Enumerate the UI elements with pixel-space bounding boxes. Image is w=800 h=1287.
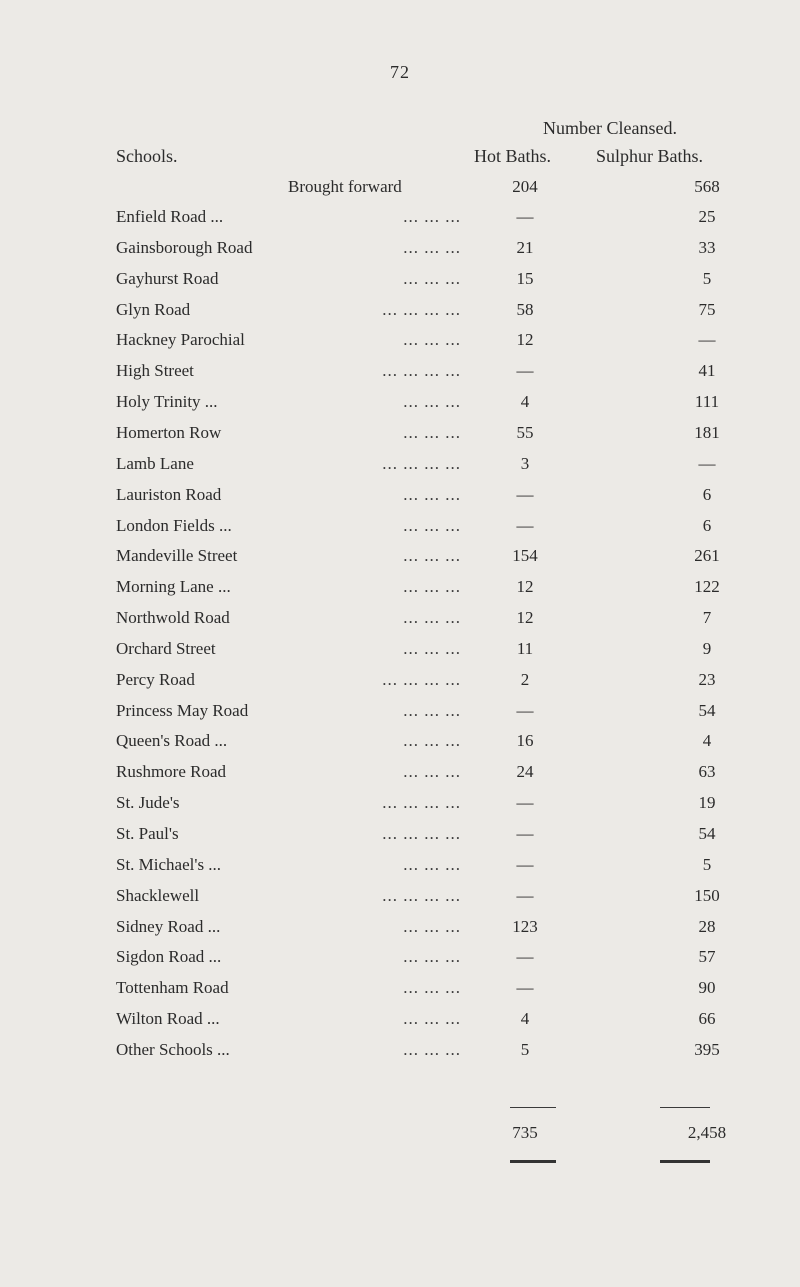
table-row (0, 449, 800, 479)
table-row (0, 387, 800, 417)
sulphur-baths-value: 122 (694, 577, 720, 597)
leader-dots: ... ... ... (403, 1039, 461, 1059)
column-header-hot-baths: Hot Baths. (474, 146, 552, 166)
table-row (0, 264, 800, 294)
leader-dots: ... ... ... (403, 515, 461, 535)
leader-dots: ... ... ... (403, 268, 461, 288)
hot-baths-value: 2 (520, 669, 530, 689)
table-row (0, 356, 800, 386)
table-row (0, 1004, 800, 1034)
school-name: High Street (116, 356, 198, 386)
hot-baths-value: — (516, 484, 534, 504)
brought-forward-row (0, 172, 800, 202)
school-name: Shacklewell (116, 881, 203, 911)
table-row (0, 1035, 800, 1065)
table-row (0, 881, 800, 911)
sulphur-baths-value: — (698, 453, 716, 473)
table-row (0, 511, 800, 541)
sulphur-baths-value: 4 (702, 731, 712, 751)
school-name: Queen's Road ... (116, 726, 231, 756)
school-name: Mandeville Street (116, 541, 241, 571)
sulphur-baths-value: 395 (694, 1039, 720, 1059)
leader-dots: ... ... ... (403, 546, 461, 566)
total-sulphur: 2,458 (687, 1123, 727, 1142)
hot-baths-value: 12 (516, 330, 534, 350)
hot-baths-value: 12 (516, 608, 534, 628)
table-row (0, 850, 800, 880)
hot-baths-value: — (516, 885, 534, 905)
school-name: Other Schools ... (116, 1035, 234, 1065)
hot-baths-value: — (516, 854, 534, 874)
sulphur-baths-value: 54 (698, 824, 716, 843)
table-row (0, 726, 800, 756)
total-rule-sulphur (660, 1107, 710, 1108)
school-name: Lamb Lane (116, 449, 198, 479)
hot-baths-value: — (516, 361, 534, 381)
sulphur-baths-value: 28 (698, 916, 716, 936)
total-rule-hot (510, 1107, 556, 1108)
table-row (0, 325, 800, 355)
school-name: Sigdon Road ... (116, 942, 225, 972)
sulphur-baths-value: 7 (702, 608, 712, 628)
table-row (0, 233, 800, 263)
hot-baths-value: — (516, 824, 534, 843)
hot-baths-value: 3 (520, 453, 530, 473)
leader-dots: ... ... ... (403, 392, 461, 412)
school-name: St. Jude's (116, 788, 184, 818)
table-row (0, 295, 800, 325)
hot-baths-value: 12 (516, 577, 534, 597)
leader-dots: ... ... ... (403, 947, 461, 967)
sulphur-baths-value: 5 (702, 268, 712, 288)
sulphur-baths-value: 66 (698, 1009, 716, 1029)
leader-dots: ... ... ... ... (382, 885, 461, 905)
hot-baths-value: 55 (516, 422, 534, 442)
table-row (0, 572, 800, 602)
hot-baths-value: — (516, 515, 534, 535)
school-name: Gayhurst Road (116, 264, 222, 294)
table-row (0, 912, 800, 942)
hot-baths-value: — (516, 207, 534, 226)
table-row (0, 480, 800, 510)
leader-dots: ... ... ... ... (382, 361, 461, 381)
school-name: Gainsborough Road (116, 233, 256, 263)
leader-dots: ... ... ... (403, 916, 461, 936)
sulphur-baths-value: — (698, 330, 716, 350)
sulphur-baths-value: 33 (698, 237, 716, 257)
double-rule-sulphur (660, 1160, 710, 1163)
column-header-schools: Schools. (116, 146, 178, 166)
leader-dots: ... ... ... (403, 237, 461, 257)
school-name: Tottenham Road (116, 973, 233, 1003)
hot-baths-value: 21 (516, 237, 534, 257)
hot-baths-value: — (516, 793, 534, 813)
hot-baths-value: 154 (512, 546, 538, 566)
school-name: Lauriston Road (116, 480, 225, 510)
sulphur-baths-value: 19 (698, 793, 716, 813)
hot-baths-value: — (516, 978, 534, 998)
sulphur-baths-value: 75 (698, 299, 716, 319)
school-name: Hackney Parochial (116, 325, 249, 355)
leader-dots: ... ... ... ... (382, 669, 461, 689)
school-name: Rushmore Road (116, 757, 230, 787)
sulphur-baths-value: 261 (694, 546, 720, 566)
school-name: Percy Road (116, 665, 199, 695)
brought-forward-label: Brought forward (288, 177, 402, 196)
hot-baths-value: — (516, 947, 534, 967)
school-name: Homerton Row (116, 418, 225, 448)
school-name: Glyn Road (116, 295, 194, 325)
leader-dots: ... ... ... (403, 978, 461, 998)
leader-dots: ... ... ... (403, 762, 461, 782)
school-name: Orchard Street (116, 634, 220, 664)
hot-baths-value: 58 (516, 299, 534, 319)
column-header-sulphur-baths: Sulphur Baths. (596, 146, 704, 166)
leader-dots: ... ... ... (403, 1009, 461, 1029)
sulphur-baths-value: 5 (702, 854, 712, 874)
school-name: London Fields ... (116, 511, 236, 541)
school-name: Enfield Road ... (116, 202, 227, 232)
table-row (0, 665, 800, 695)
totals-row (0, 1118, 800, 1148)
hot-baths-value: 123 (512, 916, 538, 936)
school-name: Sidney Road ... (116, 912, 224, 942)
table-row (0, 634, 800, 664)
sulphur-baths-value: 90 (698, 978, 716, 998)
hot-baths-value: 16 (516, 731, 534, 751)
sulphur-baths-value: 23 (698, 669, 716, 689)
hot-baths-value: 4 (520, 392, 530, 412)
total-hot: 735 (512, 1123, 538, 1142)
leader-dots: ... ... ... ... (382, 793, 461, 813)
table-row (0, 696, 800, 726)
sulphur-baths-value: 181 (694, 422, 720, 442)
hot-baths-value: 15 (516, 268, 534, 288)
leader-dots: ... ... ... (403, 330, 461, 350)
school-name: Holy Trinity ... (116, 387, 222, 417)
leader-dots: ... ... ... (403, 484, 461, 504)
table-row (0, 541, 800, 571)
leader-dots: ... ... ... (403, 731, 461, 751)
table-row (0, 603, 800, 633)
group-header: Number Cleansed. (543, 118, 677, 138)
sulphur-baths-value: 111 (694, 392, 720, 412)
sulphur-baths-value: 54 (698, 700, 716, 720)
table-row (0, 202, 800, 232)
table-row (0, 819, 800, 849)
brought-forward-hot: 204 (512, 177, 538, 196)
leader-dots: ... ... ... (403, 854, 461, 874)
school-name: Princess May Road (116, 696, 252, 726)
leader-dots: ... ... ... ... (382, 824, 461, 843)
sulphur-baths-value: 25 (698, 207, 716, 226)
hot-baths-value: 4 (520, 1009, 530, 1029)
leader-dots: ... ... ... (403, 638, 461, 658)
sulphur-baths-value: 6 (702, 484, 712, 504)
sulphur-baths-value: 57 (698, 947, 716, 967)
school-name: St. Michael's ... (116, 850, 225, 880)
table-row (0, 788, 800, 818)
leader-dots: ... ... ... (403, 700, 461, 720)
sulphur-baths-value: 6 (702, 515, 712, 535)
hot-baths-value: 5 (520, 1039, 530, 1059)
leader-dots: ... ... ... (403, 608, 461, 628)
school-name: Morning Lane ... (116, 572, 235, 602)
table-row (0, 973, 800, 1003)
school-name: Wilton Road ... (116, 1004, 224, 1034)
leader-dots: ... ... ... (403, 207, 461, 226)
hot-baths-value: — (516, 700, 534, 720)
hot-baths-value: 11 (516, 638, 534, 658)
sulphur-baths-value: 150 (694, 885, 720, 905)
leader-dots: ... ... ... ... (382, 299, 461, 319)
page-number: 72 (390, 62, 410, 82)
hot-baths-value: 24 (516, 762, 534, 782)
table-row (0, 942, 800, 972)
leader-dots: ... ... ... (403, 577, 461, 597)
school-name: St. Paul's (116, 819, 183, 849)
table-row (0, 418, 800, 448)
sulphur-baths-value: 9 (702, 638, 712, 658)
double-rule-hot (510, 1160, 556, 1163)
sulphur-baths-value: 63 (698, 762, 716, 782)
brought-forward-sulphur: 568 (694, 177, 720, 196)
sulphur-baths-value: 41 (698, 361, 716, 381)
leader-dots: ... ... ... ... (382, 453, 461, 473)
leader-dots: ... ... ... (403, 422, 461, 442)
table-row (0, 757, 800, 787)
school-name: Northwold Road (116, 603, 234, 633)
